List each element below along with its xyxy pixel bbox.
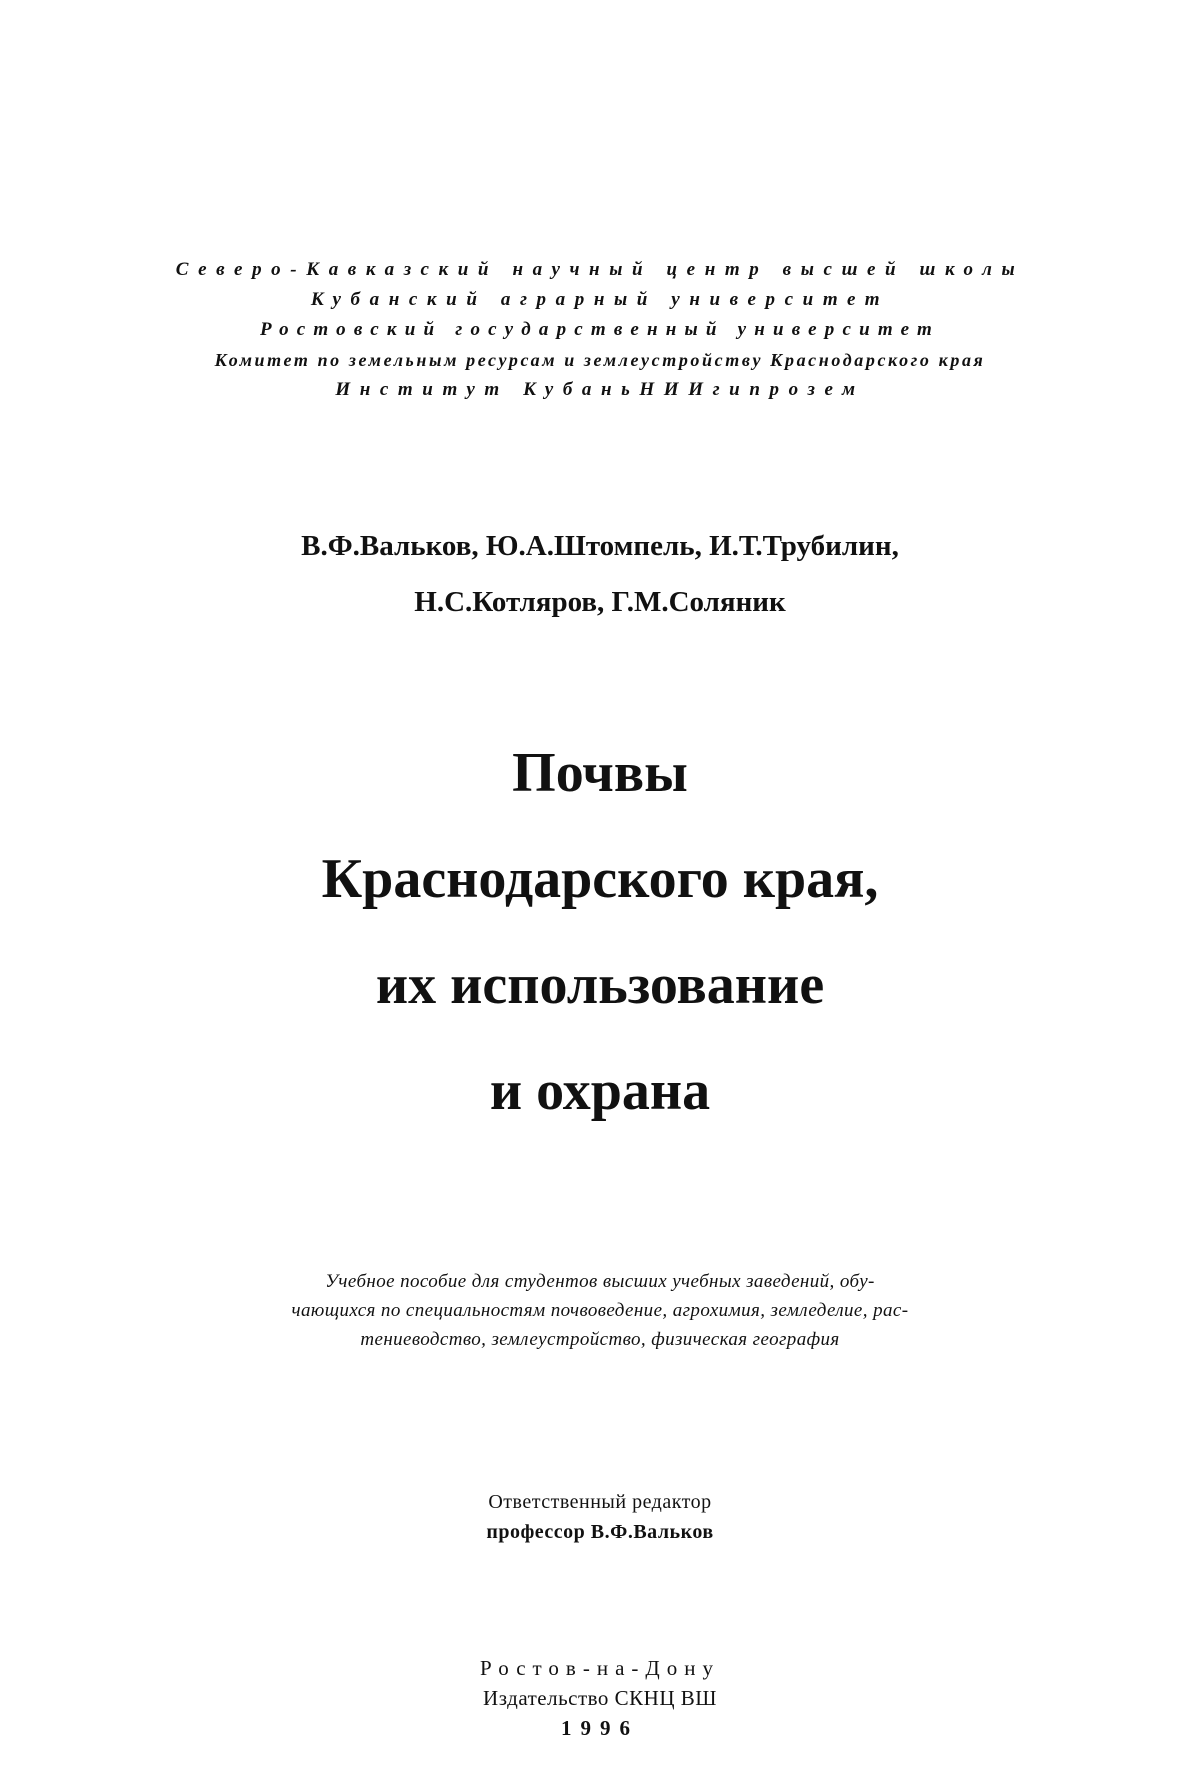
institutions-header	[0, 255, 1200, 405]
institution-line: Северо-Кавказский научный центр высшей школы	[175, 259, 1025, 280]
institution-line: Ростовский государственный университет	[259, 319, 940, 340]
authors-line-1: В.Ф.Вальков, Ю.А.Штомпель, И.Т.Трубилин,	[301, 530, 899, 562]
responsible-editor	[0, 1487, 1200, 1547]
description-line-3: тениеводство, землеустройство, физическая география	[360, 1329, 840, 1350]
imprint-year: 1996	[561, 1716, 639, 1740]
title-line-3: их использование	[375, 954, 825, 1016]
institution-line: Кубанский аграрный университет	[310, 289, 890, 310]
title-line-1: Почвы	[512, 742, 688, 804]
editor-name: профессор В.Ф.Вальков	[486, 1521, 714, 1543]
title-line-4: и охрана	[489, 1060, 711, 1122]
book-description	[0, 1267, 1200, 1354]
authors-line-2: Н.С.Котляров, Г.М.Соляник	[414, 586, 786, 618]
imprint	[0, 1653, 1200, 1743]
editor-role: Ответственный редактор	[488, 1491, 712, 1513]
authors	[0, 518, 1200, 630]
imprint-city: Ростов-на-Дону	[480, 1656, 720, 1680]
book-title	[0, 720, 1200, 1144]
institution-line: Комитет по земельным ресурсам и землеустройству Краснодарского края	[214, 350, 986, 370]
institution-line: Институт КубаньНИИгипрозем	[335, 379, 865, 400]
title-line-2: Краснодарского края,	[321, 848, 879, 910]
imprint-publisher: Издательство СКНЦ ВШ	[483, 1686, 717, 1710]
description-line-1: Учебное пособие для студентов высших учебных заведений, обу-	[325, 1271, 875, 1292]
description-line-2: чающихся по специальностям почвоведение, агрохимия, земледелие, рас-	[291, 1300, 909, 1321]
